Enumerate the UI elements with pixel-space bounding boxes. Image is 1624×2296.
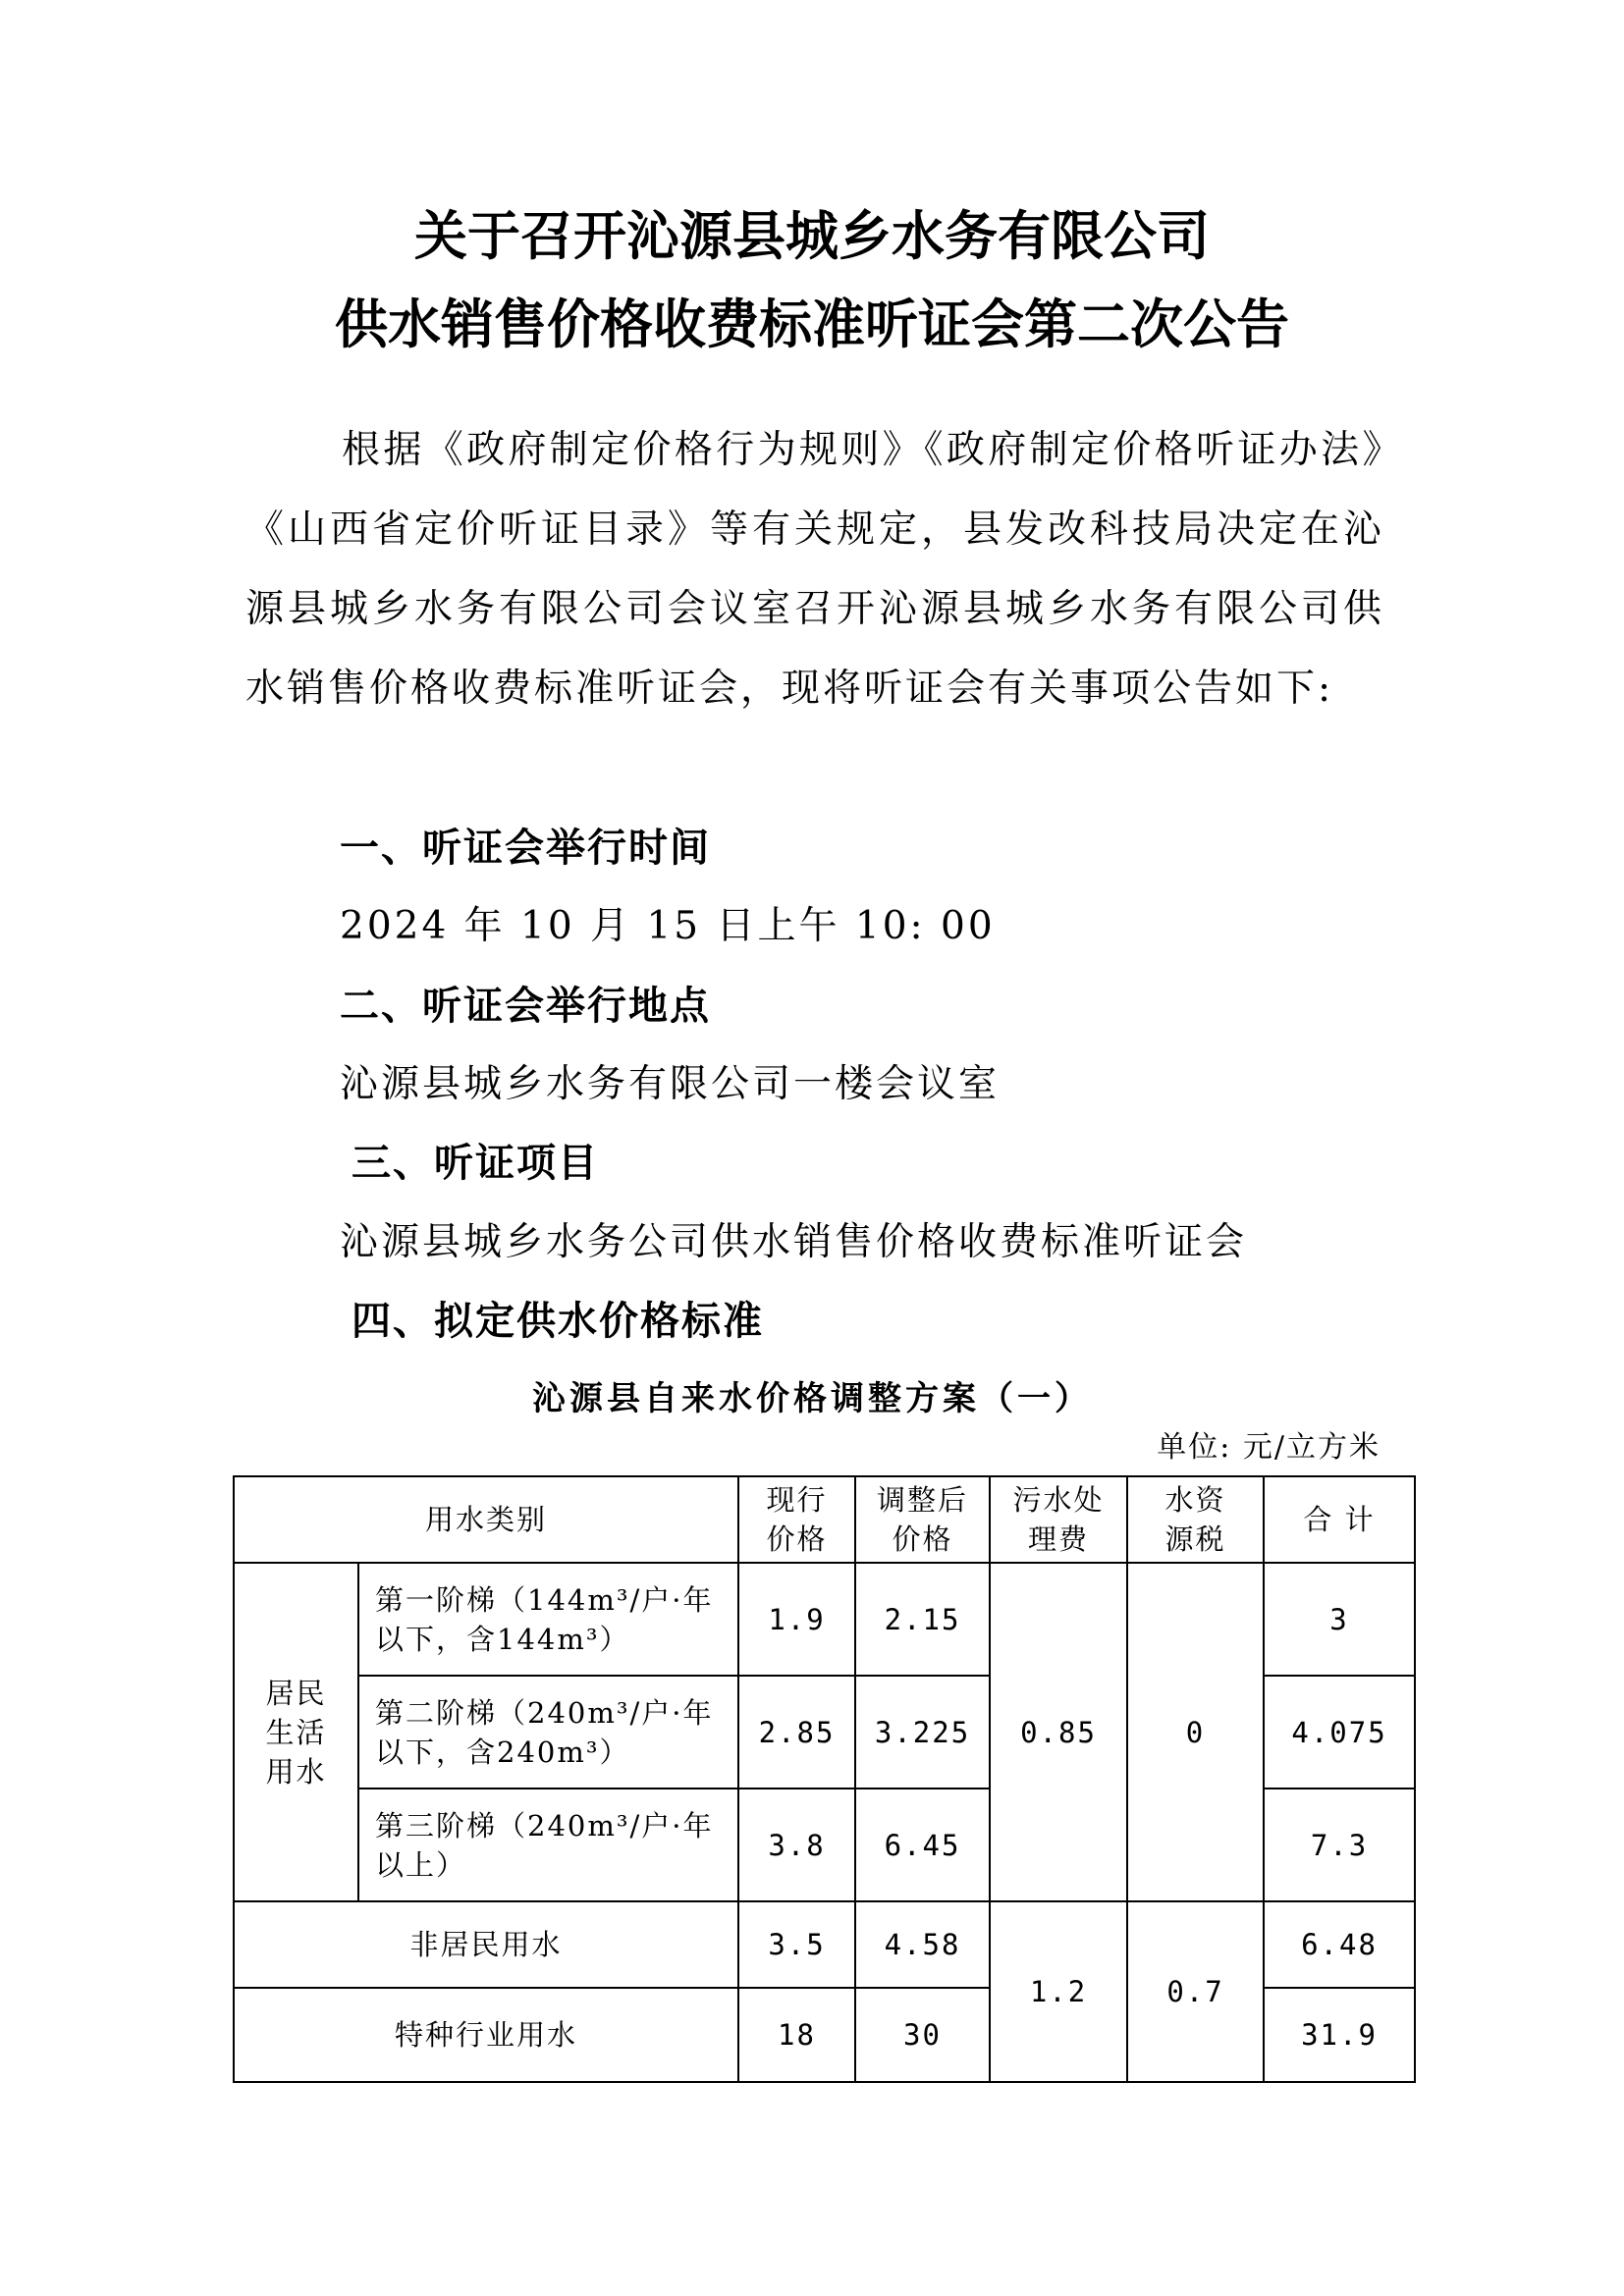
tier-1-adjusted: 2.15 [855, 1563, 990, 1676]
tier-3-total: 7.3 [1264, 1789, 1415, 1901]
other-sewage-fee: 1.2 [990, 1901, 1127, 2082]
tier-1-label: 第一阶梯（144m³/户·年以下，含144m³） [358, 1563, 738, 1676]
header-sewage-fee [990, 1476, 1127, 1563]
non-residential-label: 非居民用水 [234, 1901, 738, 1988]
table-title: 沁源县自来水价格调整方案（一） [532, 1379, 1092, 1418]
header-current-line1: 现行 [766, 1483, 828, 1517]
table-row [234, 1563, 1415, 1676]
price-table [233, 1475, 1416, 2083]
header-sewage-line2: 理费 [1028, 1522, 1090, 1556]
header-adjusted-price [855, 1476, 990, 1563]
tier-3-current: 3.8 [738, 1789, 855, 1901]
residential-label-line: 居民 [265, 1676, 327, 1710]
hearing-time: 2024 年 10 月 15 日上午 10: 00 [340, 904, 996, 948]
tier-2-adjusted: 3.225 [855, 1676, 990, 1789]
tier-2-current: 2.85 [738, 1676, 855, 1789]
residential-label-line: 生活 [265, 1715, 327, 1749]
header-current-price [738, 1476, 855, 1563]
non-residential-adjusted: 4.58 [855, 1901, 990, 1988]
section-heading-time: 一、听证会举行时间 [340, 826, 711, 871]
tier-2-total: 4.075 [1264, 1676, 1415, 1789]
non-residential-total: 6.48 [1264, 1901, 1415, 1988]
document-title-line-1: 关于召开沁源县城乡水务有限公司 [414, 204, 1210, 267]
header-category: 用水类别 [234, 1476, 738, 1563]
non-residential-current: 3.5 [738, 1901, 855, 1988]
document-title-line-2: 供水销售价格收费标准听证会第二次公告 [335, 293, 1289, 355]
section-heading-place: 二、听证会举行地点 [340, 984, 711, 1029]
special-industry-current: 18 [738, 1988, 855, 2082]
residential-label-line: 用水 [265, 1754, 327, 1789]
header-adjusted-line2: 价格 [892, 1522, 953, 1556]
tier-1-current: 1.9 [738, 1563, 855, 1676]
tier-3-adjusted: 6.45 [855, 1789, 990, 1901]
section-heading-price: 四、拟定供水价格标准 [352, 1299, 764, 1344]
other-resource-tax: 0.7 [1127, 1901, 1264, 2082]
intro-paragraph: 根据《政府制定价格行为规则》《政府制定价格听证办法》《山西省定价听证目录》等有关规定，县发改科技局决定在沁源县城乡水务有限公司会议室召开沁源县城乡水务有限公司供水销售价格收费标准听证会，现将听证会有关事项公告如下: [245, 428, 1384, 711]
header-resource-tax [1127, 1476, 1264, 1563]
table-header-row [234, 1476, 1415, 1563]
special-industry-adjusted: 30 [855, 1988, 990, 2082]
residential-label [234, 1563, 358, 1901]
tier-3-label: 第三阶梯（240m³/户·年以上） [358, 1789, 738, 1901]
residential-sewage-fee: 0.85 [990, 1563, 1127, 1901]
header-tax-line1: 水资 [1164, 1483, 1226, 1517]
header-current-line2: 价格 [766, 1522, 828, 1556]
tier-1-total: 3 [1264, 1563, 1415, 1676]
special-industry-total: 31.9 [1264, 1988, 1415, 2082]
residential-resource-tax: 0 [1127, 1563, 1264, 1901]
header-sewage-line1: 污水处 [1012, 1483, 1105, 1517]
hearing-place: 沁源县城乡水务有限公司一楼会议室 [340, 1062, 1001, 1106]
header-total: 合 计 [1264, 1476, 1415, 1563]
special-industry-label: 特种行业用水 [234, 1988, 738, 2082]
table-unit: 单位: 元/立方米 [1157, 1430, 1380, 1465]
table-row [234, 1901, 1415, 1988]
header-tax-line2: 源税 [1164, 1522, 1226, 1556]
tier-2-label: 第二阶梯（240m³/户·年以下，含240m³） [358, 1676, 738, 1789]
hearing-item: 沁源县城乡水务公司供水销售价格收费标准听证会 [340, 1220, 1248, 1264]
section-heading-item: 三、听证项目 [352, 1141, 599, 1186]
header-adjusted-line1: 调整后 [877, 1483, 969, 1517]
